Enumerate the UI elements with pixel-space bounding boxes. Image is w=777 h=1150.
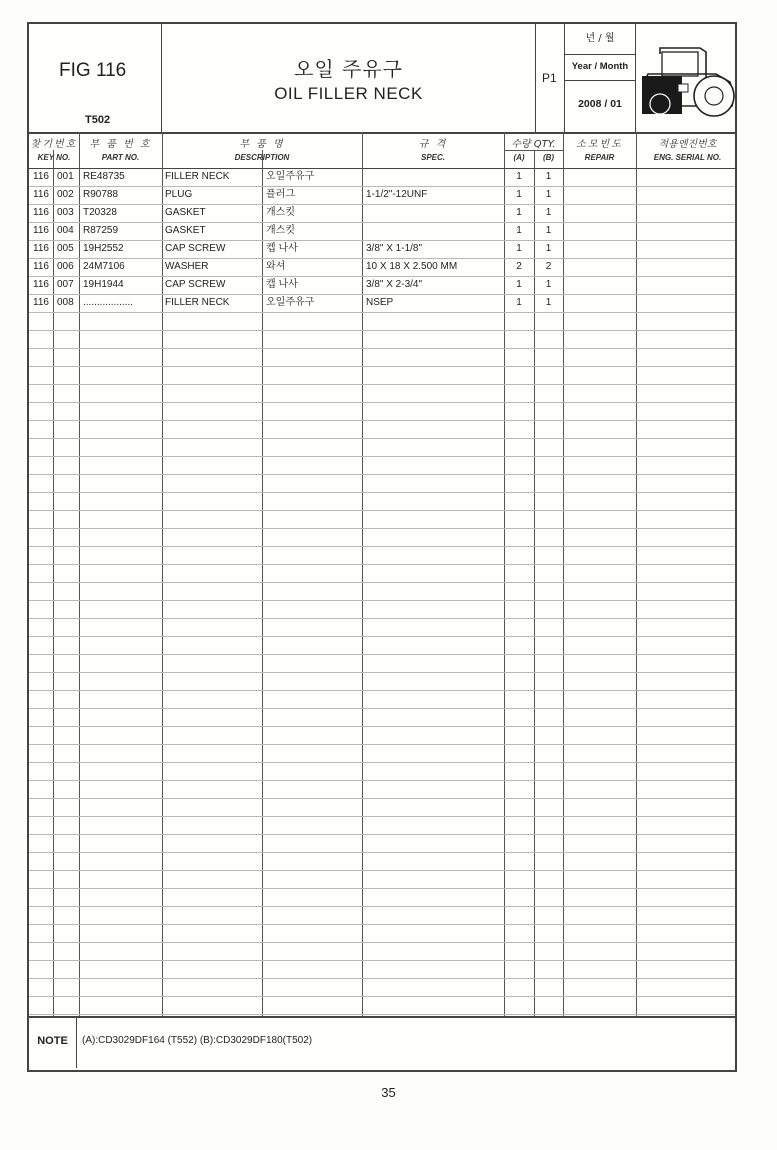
cell-desc-en: PLUG — [165, 189, 193, 200]
cell-spec: NSEP — [366, 297, 394, 308]
row-line — [29, 618, 735, 619]
cell-desc-ko: 켑 나사 — [266, 243, 298, 254]
cell-desc-ko: 개스킷 — [266, 207, 295, 218]
cell-fig: 116 — [33, 243, 49, 254]
cell-fig: 116 — [33, 171, 49, 182]
year-month-english: Year / Month — [565, 54, 635, 81]
cell-qty-a: 1 — [516, 171, 522, 182]
cell-fig: 116 — [33, 189, 49, 200]
cell-qty-a: 2 — [516, 261, 522, 272]
key-header: KEY NO. — [37, 153, 71, 162]
table-row — [29, 240, 735, 258]
cell-qty-a: 1 — [516, 225, 522, 236]
cell-part: 24M7106 — [83, 261, 125, 272]
note-text: (A):CD3029DF164 (T552) (B):CD3029DF180(T502) — [82, 1035, 313, 1046]
cell-qty-b: 1 — [545, 297, 552, 308]
part-header-ko: 부 품 번 호 — [89, 139, 152, 150]
row-line — [29, 456, 735, 457]
row-line — [29, 978, 735, 979]
row-line — [29, 798, 735, 799]
cell-desc-en: WASHER — [165, 261, 209, 272]
row-line — [29, 726, 735, 727]
cell-key: 001 — [57, 171, 74, 182]
row-line — [29, 636, 735, 637]
cell-desc-en: CAP SCREW — [165, 243, 226, 254]
qty-header: 수량 QTY. — [511, 139, 556, 150]
title-english: OIL FILLER NECK — [274, 84, 423, 103]
cell-desc-en: FILLER NECK — [165, 171, 230, 182]
title-cell — [162, 24, 536, 132]
cell-desc-ko: 플러그 — [266, 189, 295, 200]
row-line — [29, 546, 735, 547]
eng-header: ENG. SERIAL NO. — [653, 153, 722, 162]
page-number: 35 — [381, 1085, 396, 1100]
page-cell — [536, 24, 565, 132]
qty-a-header: (A) — [513, 153, 525, 162]
key-header-ko: 찾기번호 — [30, 139, 78, 150]
parts-table — [29, 168, 735, 1018]
row-line — [29, 996, 735, 997]
issue-date: 2008 / 01 — [578, 98, 622, 110]
row-line — [29, 672, 735, 673]
row-line — [29, 492, 735, 493]
cell-desc-en: GASKET — [165, 207, 206, 218]
table-row — [29, 204, 735, 222]
cell-key: 007 — [57, 279, 74, 290]
cell-part: R87259 — [83, 225, 119, 236]
repair-header-ko: 소모빈도 — [576, 139, 623, 150]
model-code: T502 — [85, 114, 111, 126]
cell-part: 19H1944 — [83, 279, 124, 290]
cell-part: T20328 — [83, 207, 117, 218]
cell-qty-b: 1 — [545, 279, 552, 290]
cell-desc-en: CAP SCREW — [165, 279, 226, 290]
spec-header: SPEC. — [420, 153, 445, 162]
cell-key: 002 — [57, 189, 74, 200]
column-header — [29, 132, 735, 169]
row-line — [29, 402, 735, 403]
row-line — [29, 708, 735, 709]
table-row — [29, 276, 735, 294]
note-label: NOTE — [29, 1018, 77, 1068]
year-month-korean: 년 / 월 — [565, 24, 635, 55]
cell-qty-b: 1 — [545, 207, 552, 218]
row-line — [29, 834, 735, 835]
row-line — [29, 654, 735, 655]
cell-part: 19H2552 — [83, 243, 124, 254]
table-row — [29, 186, 735, 204]
row-line — [29, 960, 735, 961]
row-line — [29, 690, 735, 691]
row-line — [29, 528, 735, 529]
cell-spec: 10 X 18 X 2.500 MM — [366, 261, 458, 272]
row-line — [29, 582, 735, 583]
cell-desc-en: FILLER NECK — [165, 297, 230, 308]
cell-qty-b: 1 — [545, 189, 552, 200]
row-line — [29, 870, 735, 871]
desc-header: DESCRIPTION — [234, 153, 290, 162]
row-line — [29, 348, 735, 349]
row-line — [29, 330, 735, 331]
cell-fig: 116 — [33, 261, 49, 272]
table-row — [29, 258, 735, 276]
table-row — [29, 222, 735, 240]
row-line — [29, 744, 735, 745]
cell-qty-a: 1 — [516, 297, 522, 308]
cell-part: RE48735 — [83, 171, 125, 182]
cell-part: .................. — [83, 297, 134, 308]
row-line — [29, 852, 735, 853]
repair-header: REPAIR — [584, 153, 615, 162]
cell-desc-ko: 오일주유구 — [266, 297, 315, 308]
cell-qty-a: 1 — [516, 243, 522, 254]
row-line — [29, 366, 735, 367]
row-line — [29, 924, 735, 925]
row-line — [29, 888, 735, 889]
qty-b-header: (B) — [542, 153, 555, 162]
title-korean: 오일 주유구 — [294, 57, 403, 81]
cell-spec: 3/8" X 1-1/8" — [366, 243, 423, 254]
row-line — [29, 564, 735, 565]
row-line — [29, 312, 735, 313]
cell-spec: 3/8" X 2-3/4" — [366, 279, 423, 290]
cell-spec: 1-1/2"-12UNF — [366, 189, 428, 200]
cell-qty-b: 1 — [545, 225, 552, 236]
figure-cell — [29, 24, 162, 132]
cell-fig: 116 — [33, 207, 49, 218]
row-line — [29, 906, 735, 907]
row-line — [29, 942, 735, 943]
row-line — [29, 510, 735, 511]
row-line — [29, 1014, 735, 1015]
cell-qty-b: 1 — [545, 171, 552, 182]
cell-desc-ko: 캡 나사 — [266, 279, 298, 290]
cell-desc-ko: 오일주유구 — [266, 171, 315, 182]
cell-key: 004 — [57, 225, 74, 236]
part-header: PART NO. — [101, 153, 140, 162]
row-line — [29, 420, 735, 421]
sheet-page: P1 — [542, 71, 557, 85]
cell-qty-a: 1 — [516, 189, 522, 200]
cell-desc-en: GASKET — [165, 225, 206, 236]
cell-qty-b: 2 — [545, 261, 552, 272]
row-line — [29, 780, 735, 781]
cell-desc-ko: 와셔 — [266, 261, 286, 272]
table-row — [29, 168, 735, 186]
cell-qty-a: 1 — [516, 279, 522, 290]
cell-key: 003 — [57, 207, 74, 218]
desc-header-ko: 부 품 명 — [239, 139, 285, 150]
date-cell — [565, 24, 636, 132]
cell-qty-b: 1 — [545, 243, 552, 254]
sheet-header — [29, 24, 735, 134]
table-row — [29, 294, 735, 312]
image-cell — [636, 24, 739, 132]
cell-key: 005 — [57, 243, 74, 254]
note-section — [29, 1016, 735, 1070]
row-line — [29, 474, 735, 475]
cell-key: 008 — [57, 297, 74, 308]
cell-qty-a: 1 — [516, 207, 522, 218]
cell-fig: 116 — [33, 225, 49, 236]
row-line — [29, 816, 735, 817]
row-line — [29, 600, 735, 601]
row-line — [29, 438, 735, 439]
parts-sheet — [27, 22, 737, 1072]
cell-fig: 116 — [33, 279, 49, 290]
spec-header-ko: 규 격 — [418, 139, 448, 150]
row-line — [29, 384, 735, 385]
eng-header-ko: 적용엔진번호 — [658, 139, 717, 150]
figure-number: FIG 116 — [59, 60, 127, 81]
cell-key: 006 — [57, 261, 74, 272]
cell-part: R90788 — [83, 189, 119, 200]
cell-fig: 116 — [33, 297, 49, 308]
tractor-icon — [638, 44, 736, 120]
row-line — [29, 762, 735, 763]
cell-desc-ko: 개스킷 — [266, 225, 295, 236]
